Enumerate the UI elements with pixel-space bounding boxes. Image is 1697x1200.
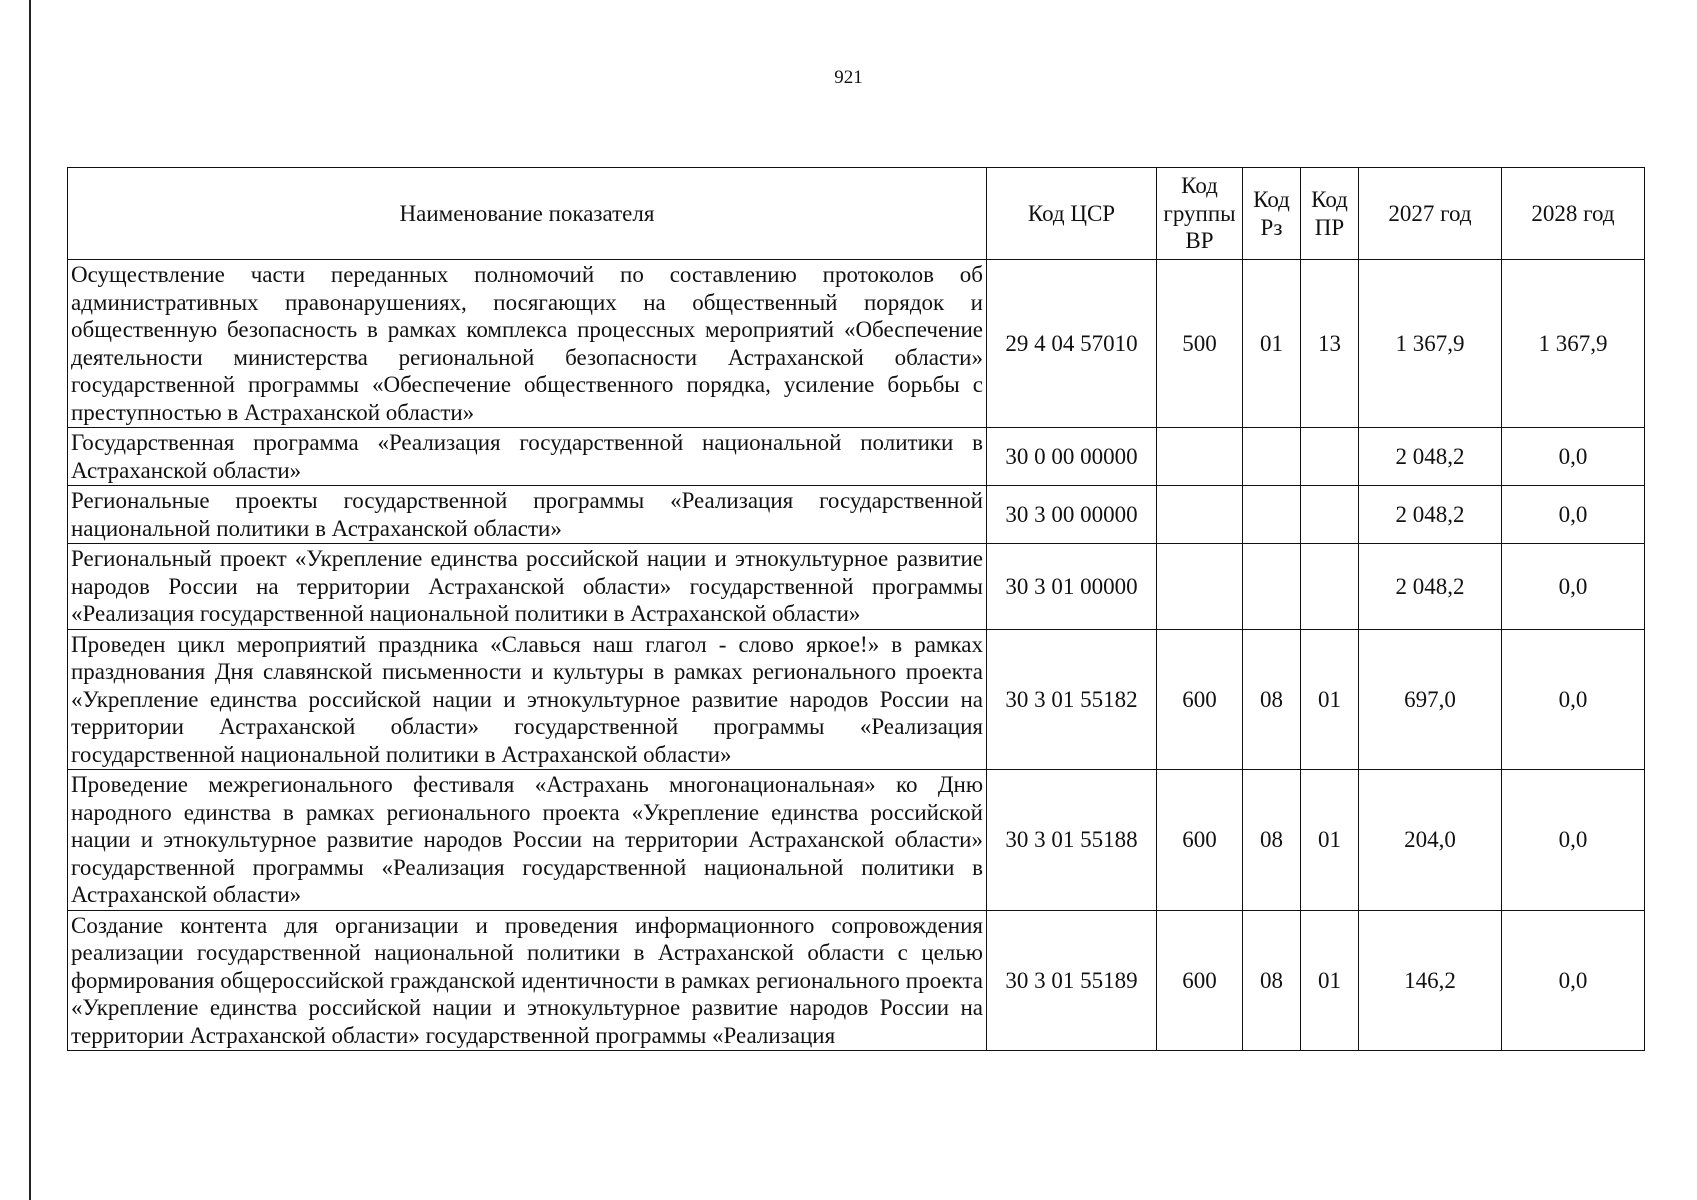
row-2027: 146,2: [1359, 910, 1502, 1051]
row-2027: 697,0: [1359, 629, 1502, 770]
table-row: [68, 486, 1645, 544]
row-vr: [1157, 486, 1243, 544]
table-row: [68, 770, 1645, 911]
row-csr: 30 0 00 00000: [987, 428, 1157, 486]
row-vr: [1157, 428, 1243, 486]
row-2028: 0,0: [1502, 544, 1645, 630]
row-csr: 30 3 01 55182: [987, 629, 1157, 770]
row-rz: 08: [1243, 910, 1301, 1051]
row-rz: 08: [1243, 770, 1301, 911]
row-vr: 600: [1157, 910, 1243, 1051]
row-2028: 0,0: [1502, 629, 1645, 770]
page-margin-line: [29, 0, 31, 1200]
row-pr: 01: [1301, 629, 1359, 770]
row-vr: 600: [1157, 770, 1243, 911]
table-row: [68, 428, 1645, 486]
row-2028: 0,0: [1502, 770, 1645, 911]
row-2028: 0,0: [1502, 910, 1645, 1051]
row-vr: 500: [1157, 260, 1243, 428]
row-vr: 600: [1157, 629, 1243, 770]
row-name: Государственная программа «Реализация государственной национальной политики в Астраханской области»: [68, 428, 987, 486]
row-rz: [1243, 428, 1301, 486]
row-csr: 30 3 01 00000: [987, 544, 1157, 630]
row-pr: 01: [1301, 910, 1359, 1051]
header-vr: Код группы ВР: [1157, 168, 1243, 260]
row-2027: 2 048,2: [1359, 486, 1502, 544]
row-rz: 08: [1243, 629, 1301, 770]
row-2028: 1 367,9: [1502, 260, 1645, 428]
row-csr: 30 3 00 00000: [987, 486, 1157, 544]
row-name: Региональный проект «Укрепление единства российской нации и этнокультурное развитие народов России на территории Астраханской области» государственной программы «Реализация государственной национальной политики в Астраханской области»: [68, 544, 987, 630]
table-row: [68, 629, 1645, 770]
table-row: [68, 910, 1645, 1051]
row-csr: 30 3 01 55188: [987, 770, 1157, 911]
row-2027: 1 367,9: [1359, 260, 1502, 428]
row-name: Проведение межрегионального фестиваля «Астрахань многонациональная» ко Дню народного единства в рамках регионального проекта «Укрепление единства российской нации и этнокультурное развитие народов России на территории Астраханской области» государственной программы «Реализация государственной национальной политики в Астраханской области»: [68, 770, 987, 911]
row-rz: [1243, 486, 1301, 544]
row-2027: 204,0: [1359, 770, 1502, 911]
page-number: 921: [834, 67, 863, 88]
header-pr: Код ПР: [1301, 168, 1359, 260]
budget-table: [67, 167, 1645, 1051]
table-header-row: [68, 168, 1645, 260]
row-2028: 0,0: [1502, 486, 1645, 544]
row-csr: 30 3 01 55189: [987, 910, 1157, 1051]
row-rz: [1243, 544, 1301, 630]
row-pr: [1301, 486, 1359, 544]
header-name: Наименование показателя: [68, 168, 987, 260]
row-pr: [1301, 544, 1359, 630]
row-2028: 0,0: [1502, 428, 1645, 486]
table-row: [68, 544, 1645, 630]
row-csr: 29 4 04 57010: [987, 260, 1157, 428]
row-name: Осуществление части переданных полномочий по составлению протоколов об административных правонарушениях, посягающих на общественный порядок и общественную безопасность в рамках комплекса процессных мероприятий «Обеспечение деятельности министерства региональной безопасности Астраханской области» государственной программы «Обеспечение общественного порядка, усиление борьбы с преступностью в Астраханской области»: [68, 260, 987, 428]
header-2027: 2027 год: [1359, 168, 1502, 260]
row-2027: 2 048,2: [1359, 544, 1502, 630]
row-pr: 13: [1301, 260, 1359, 428]
row-pr: [1301, 428, 1359, 486]
header-csr: Код ЦСР: [987, 168, 1157, 260]
row-name: Проведен цикл мероприятий праздника «Славься наш глагол - слово яркое!» в рамках празднования Дня славянской письменности и культуры в рамках регионального проекта «Укрепление единства российской нации и этнокультурное развитие народов России на территории Астраханской области» государственной программы «Реализация государственной национальной политики в Астраханской области»: [68, 629, 987, 770]
row-name: Региональные проекты государственной программы «Реализация государственной национальной политики в Астраханской области»: [68, 486, 987, 544]
header-2028: 2028 год: [1502, 168, 1645, 260]
header-rz: Код Рз: [1243, 168, 1301, 260]
row-pr: 01: [1301, 770, 1359, 911]
row-name: Создание контента для организации и проведения информационного сопровождения реализации государственной национальной политики в Астраханской области с целью формирования общероссийской гражданской идентичности в рамках регионального проекта «Укрепление единства российской нации и этнокультурное развитие народов России на территории Астраханской области» государственной программы «Реализация: [68, 910, 987, 1051]
row-2027: 2 048,2: [1359, 428, 1502, 486]
row-vr: [1157, 544, 1243, 630]
table-row: [68, 260, 1645, 428]
row-rz: 01: [1243, 260, 1301, 428]
